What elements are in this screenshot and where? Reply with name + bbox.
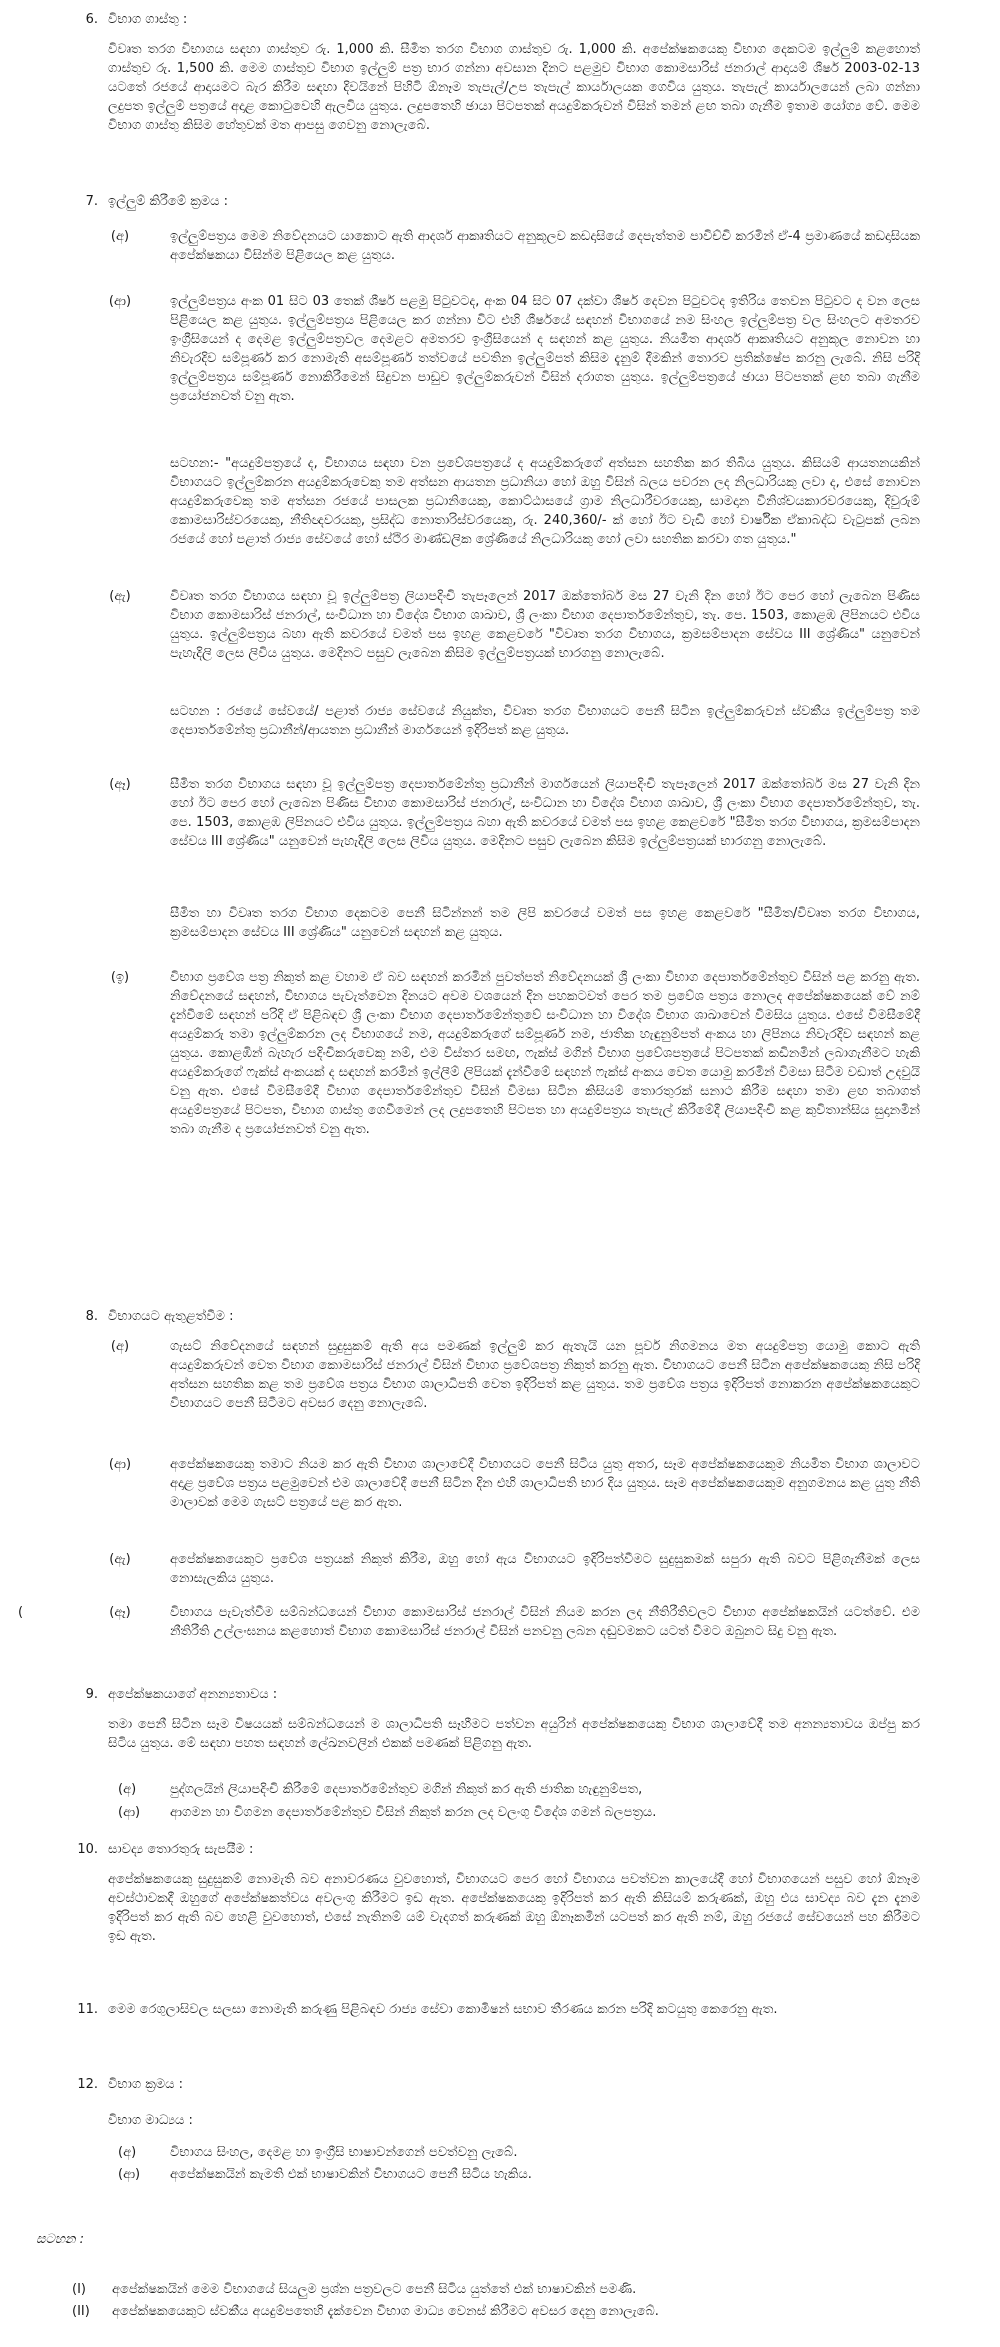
item-text: ගැසට් නිවේදනයේ සඳහන් සුදුසුකම් ඇති අය පමණක් ඉල්ලුම් කර ඇතැයි යන පූර්ව නිගමනය මත අයදුම්පත්‍ර යොමු කොට ඇති අයදුම්කරුවන් වෙත විභාග කොමසාරිස් ජනරාල් විසින් විභාග ප්‍රවේශපත්‍ර නිකුත් කරනු ඇත. විභාගයට පෙනී සිටින අපේක්ෂකයෙකු නිසි පරිදි අත්සන සහතික කළ තම ප්‍රවේශ පත්‍රය විභාග ශාලාධිපති වෙත ඉදිරිපත් කළ යුතුය. තම ප්‍රවේශ පත්‍රය ඉදිරිපත් නොකරන අපේක්ෂකයෙකුට විභාගයට පෙනී සිටීමට අවසර දෙනු නොලැබේ. [170, 1339, 920, 1411]
item-text: සීමිත හා විවෘත තරග විභාග දෙකටම පෙනී සිටින්නන් තම ලිපි කවරයේ වමත් පස ඉහළ කෙළවරේ "සීමිත/විවෘත තරග විභාගය, ක්‍රමසම්පාදන සේවය III ශ්‍රේණිය" යනුවෙන් සඳහන් කළ යුතුය. [170, 906, 920, 940]
item-label: (ඉ) [110, 970, 130, 985]
item-label: (ඇ) [109, 589, 131, 604]
item-label: (අ) [110, 1339, 130, 1354]
note-text: අපේක්ෂකයින් මෙම විභාගයේ සියලුම ප්‍රශ්න පත්‍රවලට පෙනී සිටිය යුත්තේ එක් භාෂාවකින් පමණි. [112, 2282, 637, 2297]
item-label: (ආ) [118, 2167, 141, 2182]
section-title: සාවද්‍ය තොරතුරු සැපයීම : [108, 1842, 254, 1857]
section-title: අපේක්ෂකයාගේ අනන්‍යතාවය : [108, 1687, 278, 1702]
item-label: (ඈ) [109, 1605, 131, 1620]
section-body: මෙම රෙගුලාසිවල සලසා නොමැති කරුණු පිළිබඳව රාජ්‍ය සේවා කොමිෂන් සභාව තීරණය කරන පරිදි කටයුතු කෙරෙනු ඇත. [108, 2002, 778, 2017]
section-title: විභාග ගාස්තු : [108, 12, 188, 27]
section-title: විභාග ක්‍රමය : [108, 2077, 184, 2092]
item-text: ඉල්ලුම්පත්‍රය මෙම නිවේදනයට යාකොට ඇති ආදර්ශ ආකෘතියට අනුකූලව කඩදාසියේ දෙපැත්තම පාවිච්චි කරමින් ඒ-4 ප්‍රමාණයේ කඩදාසියක අපේක්ෂකයා විසින්ම පිළියෙල කළ යුතුය. [170, 229, 920, 263]
item-label: (ඈ) [109, 777, 131, 792]
item-label: (අ) [118, 1782, 137, 1797]
section-body: තමා පෙනී සිටින සෑම විෂයයක් සම්බන්ධයෙන් ම ශාලාධිපති සෑහීමට පත්වන අයුරින් අපේක්ෂකයෙකු විභාග ශාලාවේදී තම අනන්‍යතාවය ඔප්පු කර සිටිය යුතුය. මේ සඳහා පහත සඳහන් ලේඛනවලින් එකක් පමණක් පිළිගනු ඇත. [108, 1717, 920, 1751]
item-text: අපේක්ෂකයෙකුට ප්‍රවේශ පත්‍රයක් නිකුත් කිරීම, ඔහු හෝ ඇය විභාගයට ඉදිරිපත්වීමට සුදුසුකමක් සපුරා ඇති බවට පිළිගැනීමක් ලෙස නොසැලකිය යුතුය. [170, 1552, 920, 1586]
item-label: (ආ) [108, 1457, 132, 1472]
notes-label: සටහන : [36, 2232, 84, 2247]
section-number: 7. [85, 194, 98, 209]
item-text: විවෘත තරග විභාගය සඳහා වූ ඉල්ලුම්පත්‍ර ලියාපදිංචි තැපෑලෙන් 2017 ඔක්තෝබර් මස 27 වැනි දින හෝ ඊට පෙර හෝ ලැබෙන පිණිස විභාග කොමසාරිස් ජනරාල්, සංවිධාන හා විදේශ විභාග ශාඛාව, ශ්‍රී ලංකා විභාග දෙපාර්තමේන්තුව, තැ. පෙ. 1503, කොළඹ ලිපිනයට එවිය යුතුය. ඉල්ලුම්පත්‍රය බහා ඇති කවරයේ වමත් පස ඉහළ කෙළවරේ "විවෘත තරග විභාගය, ක්‍රමසම්පාදන සේවය III ශ්‍රේණිය" යනුවෙන් පැහැදිලි ලෙස ලිවිය යුතුය. මෙදිනට පසුව ලැබෙන කිසිම ඉල්ලුම්පත්‍රයක් භාරගනු නොලැබේ. [170, 589, 920, 661]
item-text: විභාගය පැවැත්වීම සම්බන්ධයෙන් විභාග කොමසාරිස් ජනරාල් විසින් නියම කරන ලද නීතිරීතිවලට විභාග අපේක්ෂකයින් යටත්වේ. එම නීතිරීති උල්ලංඝනය කළහොත් විභාග කොමසාරිස් ජනරාල් විසින් පනවනු ලබන දඬුවමකට යටත් වීමට ඔබුනට සිදු වනු ඇත. [170, 1605, 920, 1639]
item-label: (ආ) [118, 1805, 141, 1820]
section-body: අපේක්ෂකයෙකු සුදුසුකම් නොමැති බව අනාවරණය වුවහොත්, විභාගයට පෙර හෝ විභාගය පවත්වන කාලයේදී හෝ විභාගයෙන් පසුව හෝ ඕනෑම අවස්ථාවකදී ඔහුගේ අපේක්ෂකත්වය අවලංගු කිරීමට ඉඩ ඇත. අපේක්ෂකයෙකු ඉදිරිපත් කර ඇති කිසියම් කරුණක්, ඔහු එය සාවද්‍ය බව දැන දැනම ඉදිරිපත් කර ඇති බව හෙළි වුවහොත්, එසේ නැතිනම් යම් වැදගත් කරුණක් ඔහු ඕනෑකමින් යටපත් කර ඇති නම්, ඔහු රජයේ සේවයෙන් පහ කිරීමට ඉඩ ඇත. [108, 1872, 920, 1944]
item-text: පුද්ගලයින් ලියාපදිංචි කිරීමේ දෙපාර්තමේන්තුව මගින් නිකුත් කර ඇති ජාතික හැඳුනුම්පත, [170, 1782, 643, 1797]
section-number: 10. [77, 1842, 98, 1857]
margin-bracket: ( [18, 1605, 24, 1620]
subsection-title: විභාග මාධ්‍යය : [108, 2113, 193, 2128]
item-text: අපේක්ෂකයෙකු තමාට නියම කර ඇති විභාග ශාලාවේදී විභාගයට පෙනී සිටිය යුතු අතර, සෑම අපේක්ෂකයෙකුම නියමිත විභාග ශාලාවට අදාළ ප්‍රවේශ පත්‍රය පළමුවෙන් එම ශාලාවේදී පෙනී සිටින දින එහි ශාලාධිපති භාර දිය යුතුය. සෑම අපේක්ෂකයෙකුම අනුගමනය කළ යුතු නීති මාලාවක් මෙම ගැසට් පත්‍රයේ පළ කර ඇත. [170, 1457, 920, 1510]
item-label: (ආ) [108, 294, 132, 309]
section-number: 11. [77, 2002, 98, 2017]
item-label: (අ) [110, 229, 130, 244]
item-label: (ඇ) [109, 1552, 131, 1567]
section-number: 8. [85, 1309, 98, 1324]
item-text: ආගමන හා විගමන දෙපාර්තමේන්තුව විසින් නිකුත් කරන ලද වලංගු විදේශ ගමන් බලපත්‍රය. [170, 1805, 657, 1820]
section-number: 6. [85, 12, 98, 27]
section-title: ඉල්ලුම් කිරීමේ ක්‍රමය : [108, 194, 228, 209]
item-note: සටහන : රජයේ සේවයේ/ පළාත් රාජ්‍ය සේවයේ නියුක්ත, විවෘත තරග විභාගයට පෙනී සිටින ඉල්ලුම්කරුවන් ස්වකීය ඉල්ලුම්පත්‍ර තම දෙපාර්තමේන්තු ප්‍රධානීන්/ආයතන ප්‍රධානීන් මාර්ගයෙන් ඉදිරිපත් කළ යුතුය. [170, 704, 920, 738]
item-text: අපේක්ෂකයින් කැමති එක් භාෂාවකින් විභාගයට පෙනී සිටිය හැකිය. [170, 2167, 532, 2182]
item-label: (අ) [118, 2145, 137, 2160]
note-label: (II) [72, 2304, 90, 2319]
item-text: විභාග ප්‍රවේශ පත්‍ර නිකුත් කළ වහාම ඒ බව සඳහන් කරමින් පුවත්පත් නිවේදනයක් ශ්‍රී ලංකා විභාග දෙපාර්තමේන්තුව විසින් පළ කරනු ඇත. නිවේදනයේ සඳහන්, විභාගය පැවැත්වෙන දිනයට අවම වශයෙන් දින පහකටවත් පෙර තම ප්‍රවේශ පත්‍රය නොලද අපේක්ෂකයෙක් වේ නම් දැන්වීමේ සඳහන් පරිදි ඒ පිළිබඳව ශ්‍රී ලංකා විභාග දෙපාර්තමේන්තුවේ සංවිධාන හා විදේශ විභාග ශාඛාවෙන් විමසිය යුතුය. එසේ විමසීමේදී අයදුම්කරු තමා ඉල්ලුම්කරන ලද විභාගයේ නම, අයදුම්කරුගේ සම්පූර්ණ නම, ජාතික හැඳුනුම්පත් අංකය හා ලිපිනය නිවැරදිව සඳහන් කළ යුතුය. කොළඹින් බැහැර පදිංචිකරුවෙකු නම්, එම විස්තර සමඟ, ෆැක්ස් මගින් විභාග ප්‍රවේශපත්‍රයේ පිටපතක් කඩිනමින් ලබාගැනීමට හැකි අයදුම්කරුගේ ෆැක්ස් අංකයක් ද සඳහන් කරමින් ඉල්ලීම් ලිපියක් දැන්වීමේ සඳහන් ෆැක්ස් අංකය වෙත යොමු කරමින් විමසා සිටීම වඩාත් උදවුයි වනු ඇත. එසේ විමසීමේදී විභාග දෙපාර්තමේන්තුව විසින් විමසා සිටින කිසියම් තොරතුරක් සනාථ කිරීම සඳහා තමා ළඟ තබාගත් අයදුම්පත්‍රයේ පිටපත, විභාග ගාස්තු ගෙවීමෙන් ලද ලදුපතෙහි පිටපත හා අයදුම්පත්‍රය තැපැල් කිරීමේදී ලියාපදිංචි කළ කුවිතාන්සිය සුදානමින් තබා ගැනීම ද ප්‍රයෝජනවත් වනු ඇත. [170, 970, 920, 1137]
section-body: විවෘත තරග විභාගය සඳහා ගාස්තුව රු. 1,000 කි. සීමිත තරග විභාග ගාස්තුව රු. 1,000 කි. අපේක්ෂකයෙකු විභාග දෙකටම ඉල්ලුම් කළහොත් ගාස්තුව රු. 1,500 කි. මෙම ගාස්තුව විභාග ඉල්ලුම් පත්‍ර භාර ගන්නා අවසාන දිනට පළමුව විභාග කොමසාරිස් ජනරාල් ආදායම් ශීර්ෂ 2003-02-13 යටතේ රජයේ ආදායමට බැර කිරීම සඳහා දිවයිනේ පිහිටි ඕනෑම තැපැල්/උප තැපැල් කාර්යාලයක ගෙවිය යුතුය. තැපැල් කාර්යාලයෙන් ලබා ගන්නා ලදුපත ඉල්ලුම් පත්‍රයේ අදාළ කොටුවෙහි ඇලවිය යුතුය. ලදුපතෙහි ඡායා පිටපතක් අයදුම්කරුවන් විසින් තමන් ළඟ තබා ගැනීම ඉතාම යෝග්‍ය වේ. මෙම විභාග ගාස්තු කිසිම හේතුවක් මත ආපසු ගෙවනු නොලැබේ. [108, 42, 921, 133]
item-text: විභාගය සිංහල, දෙමළ හා ඉංග්‍රීසි භාෂාවන්ගෙන් පවත්වනු ලැබේ. [170, 2145, 518, 2160]
section-number: 12. [77, 2077, 98, 2092]
note-label: (I) [72, 2282, 86, 2297]
section-number: 9. [85, 1687, 98, 1702]
item-text: ඉල්ලුම්පත්‍රය අංක 01 සිට 03 තෙක් ශීර්ෂ පළමු පිටුවටද, අංක 04 සිට 07 දක්වා ශීර්ෂ දෙවන පිටුවටද ඉතිරිය තෙවන පිටුවට ද වන ලෙස පිළියෙල කළ යුතුය. ඉල්ලුම්පත්‍රය පිළියෙල කර ගන්නා විට එහි ශීර්ෂයේ සඳහන් විභාගයේ නම සිංහල ඉල්ලුම්පත්‍ර වල සිංහලට අමතරව ඉංග්‍රීසියෙන් ද දෙමළ ඉල්ලුම්පත්‍රවල දෙමළට අමතරව ඉංග්‍රීසියෙන් ද සඳහන් කළ යුතුය. නියමිත ආදර්ශ ආකෘතියට අනුකූල නොවන හා නිවැරදිව සම්පූර්ණ කර නොමැති අසම්පූර්ණ තත්වයේ පවතින ඉල්ලුම්පත් කිසිම දැනුම් දීමකින් තොරව ප්‍රතික්ෂේප කරනු ලැබේ. නිසි පරිදි ඉල්ලුම්පත්‍රය සම්පූර්ණ නොකිරීමෙන් සිදුවන පාඩුව ඉල්ලුම්කරුවන් විසින් දරාගත යුතුය. ඉල්ලුම්පත්‍රයේ ඡායා පිටපතක් ළඟ තබා ගැනීම ප්‍රයෝජනවත් වනු ඇත. [170, 294, 920, 404]
section-title: විභාගයට ඇතුළත්වීම : [108, 1309, 234, 1324]
item-text: සීමිත තරග විභාගය සඳහා වූ ඉල්ලුම්පත්‍ර දෙපාර්තමේන්තු ප්‍රධානීන් මාර්ගයෙන් ලියාපදිංචි තැපෑලෙන් 2017 ඔක්තෝබර් මස 27 වැනි දින හෝ ඊට පෙර හෝ ලැබෙන පිණිස විභාග කොමසාරිස් ජනරාල්, සංවිධාන හා විදේශ විභාග ශාඛාව, ශ්‍රී ලංකා විභාග දෙපාර්තමේන්තුව, තැ. පෙ. 1503, කොළඹ ලිපිනයට එවිය යුතුය. ඉල්ලුම්පත්‍රය බහා ඇති කවරයේ වමත් පස ඉහළ කෙළවරේ "සීමිත තරග විභාගය, ක්‍රමසම්පාදන සේවය III ශ්‍රේණිය" යනුවෙන් පැහැදිලි ලෙස ලිවිය යුතුය. මෙදිනට පසුව ලැබෙන කිසිම ඉල්ලුම්පත්‍රයක් භාරගනු නොලැබේ. [170, 777, 920, 849]
item-note: සටහන:- "අයදුම්පත්‍රයේ ද, විභාගය සඳහා වන ප්‍රවේශපත්‍රයේ ද අයදුම්කරුගේ අත්සන සහතික කර තිබිය යුතුය. කිසියම් ආයතනයකින් විභාගයට ඉල්ලුම්කරන අයදුම්කරුවෙකු තම අත්සන ආයතන ප්‍රධානියා හෝ ඔහු විසින් බලය පවරන ලද නිලධාරියකු ලවා ද, එසේ නොවන අයදුම්කරුවෙකු තම අත්සන රජයේ පාසලක ප්‍රධානියෙකු, කොට්ඨාසයේ ග්‍රාම නිලධාරීවරයෙකු, සාමදාන විනිශ්චයකාරවරයෙකු, දිවුරුම් කොමසාරිස්වරයෙකු, නීතිඥවරයකු, ප්‍රසිද්ධ නොතාරිස්වරයෙකු, රු. 240,360/- ක් හෝ ඊට වැඩි හෝ වාර්ෂික ඒකාබද්ධ වැටුපක් ලබන රජයේ හෝ පළාත් රාජ්‍ය සේවයේ හෝ ස්ථිර මාණ්ඩලික ශ්‍රේණියේ නිලධාරියකු හෝ ලවා සහතික කරවා ගත යුතුය." [170, 456, 920, 547]
note-text: අපේක්ෂකයෙකුට ස්වකීය අයදුම්පතෙහි දැක්වෙන විභාග මාධ්‍ය වෙනස් කිරීමට අවසර දෙනු නොලැබේ. [112, 2304, 659, 2319]
